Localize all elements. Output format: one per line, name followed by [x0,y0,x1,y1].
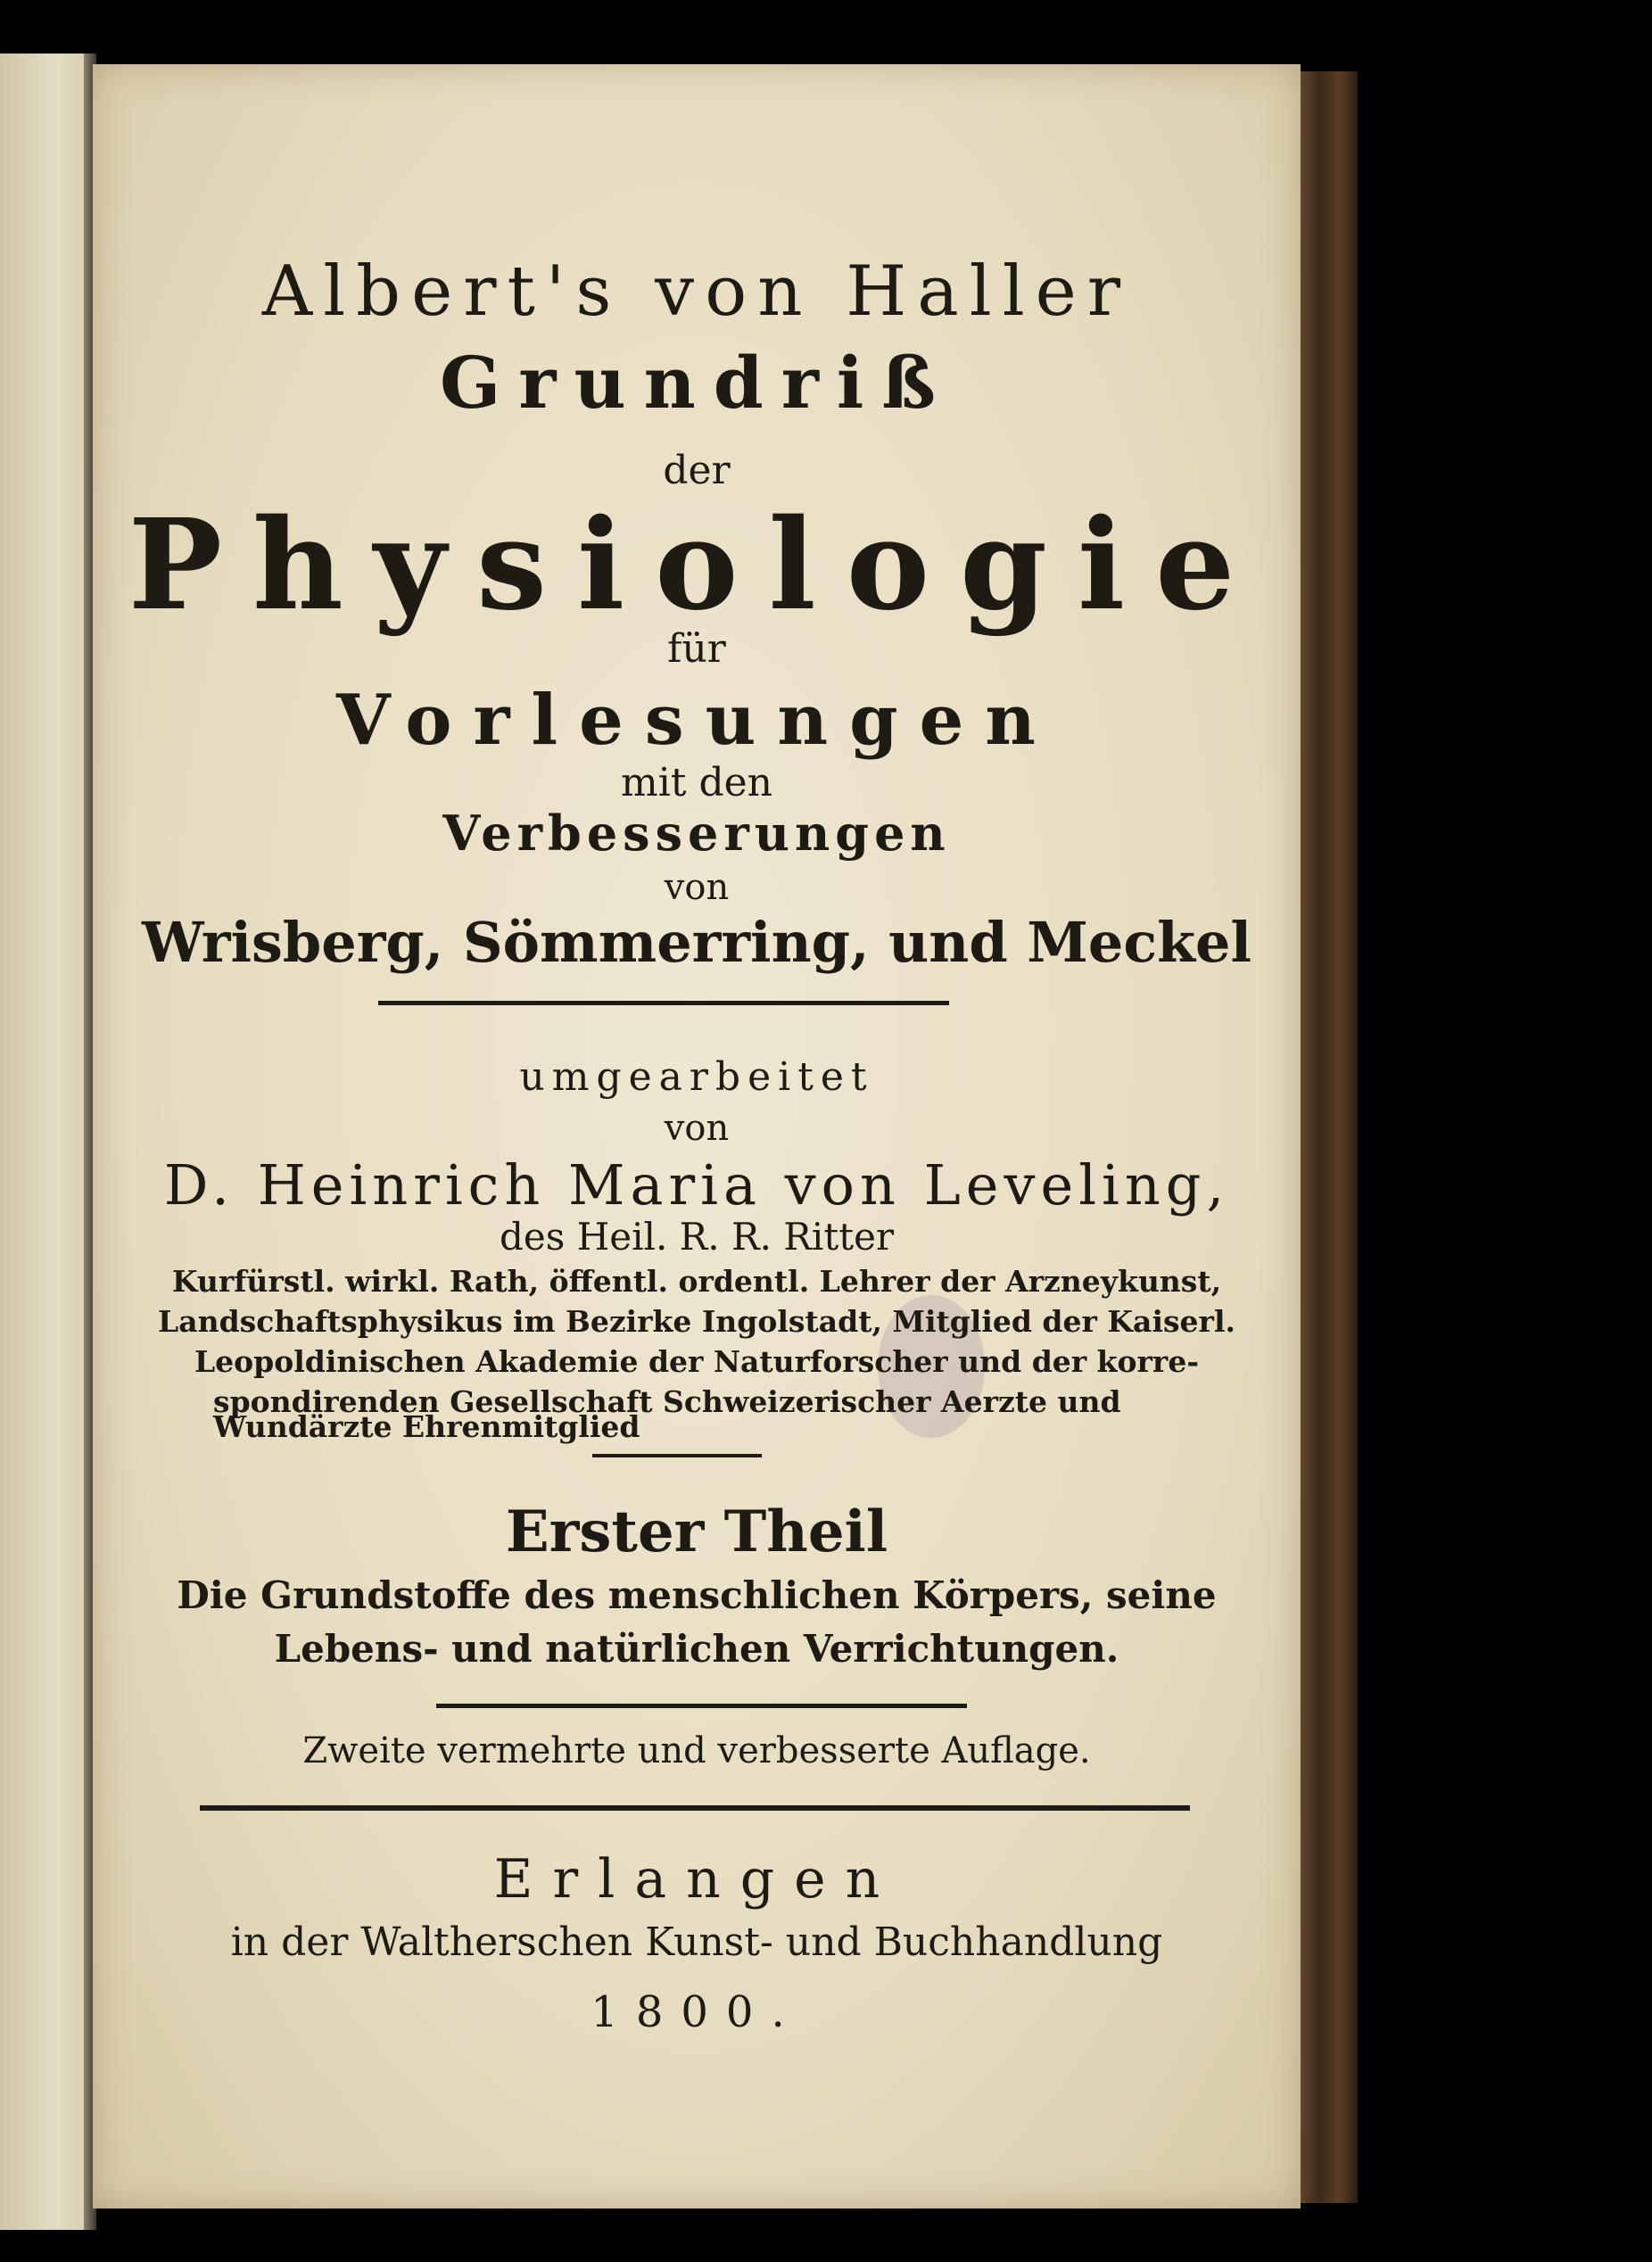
divider-rule-3 [436,1704,967,1708]
editor-name: D. Heinrich Maria von Leveling, [163,1152,1230,1218]
phrase-mit-den: mit den [620,760,772,805]
editor-title-line: Leopoldinischen Akademie der Naturforscher und der korre- [194,1344,1200,1379]
preposition-von-1: von [664,867,730,908]
place-of-publication: Erlangen [493,1848,900,1911]
volume-subtitle-line: Die Grundstoffe des menschlichen Körpers, seine [177,1573,1217,1617]
title-page [93,64,1301,2208]
volume-title: Erster Theil [505,1498,888,1565]
editor-rank: des Heil. R. R. Ritter [499,1215,895,1259]
main-title: Grundriß [439,341,954,425]
improvements-title: Verbesserungen [442,805,951,862]
divider-rule-2 [592,1454,762,1457]
editor-title-line: Kurfürstl. wirkl. Rath, öffentl. ordentl. Lehrer der Arzneykunst, [171,1264,1222,1299]
divider-rule-4 [200,1805,1190,1811]
subject-title: Physiologie [128,492,1266,639]
publisher-line: in der Waltherschen Kunst- und Buchhandlung [230,1919,1163,1965]
book-cover-edge [1295,71,1358,2203]
publication-year: 1800. [591,1987,803,2037]
editor-title-line: spondirenden Gesellschaft Schweizerischer Aerzte und [213,1384,1121,1419]
author-line: Albert's von Haller [261,252,1132,332]
facing-page-edge [0,54,89,2230]
volume-subtitle-line: Lebens- und natürlichen Verrichtungen. [274,1627,1119,1671]
preposition-von-2: von [664,1108,730,1149]
contributors-line: Wrisberg, Sömmerring, und Meckel [141,910,1252,975]
divider-rule-1 [378,1001,949,1005]
preposition-fuer: für [667,626,726,672]
edition-line: Zweite vermehrte und verbesserte Auflage. [302,1730,1091,1771]
article-der: der [663,448,731,493]
purpose-title: Vorlesungen [336,680,1057,761]
editor-title-line: Wundärzte Ehrenmitglied [213,1409,640,1444]
reworked-line: umgearbeitet [519,1054,874,1100]
editor-title-line: Landschaftsphysikus im Bezirke Ingolstadt, Mitglied der Kaiserl. [158,1304,1235,1339]
